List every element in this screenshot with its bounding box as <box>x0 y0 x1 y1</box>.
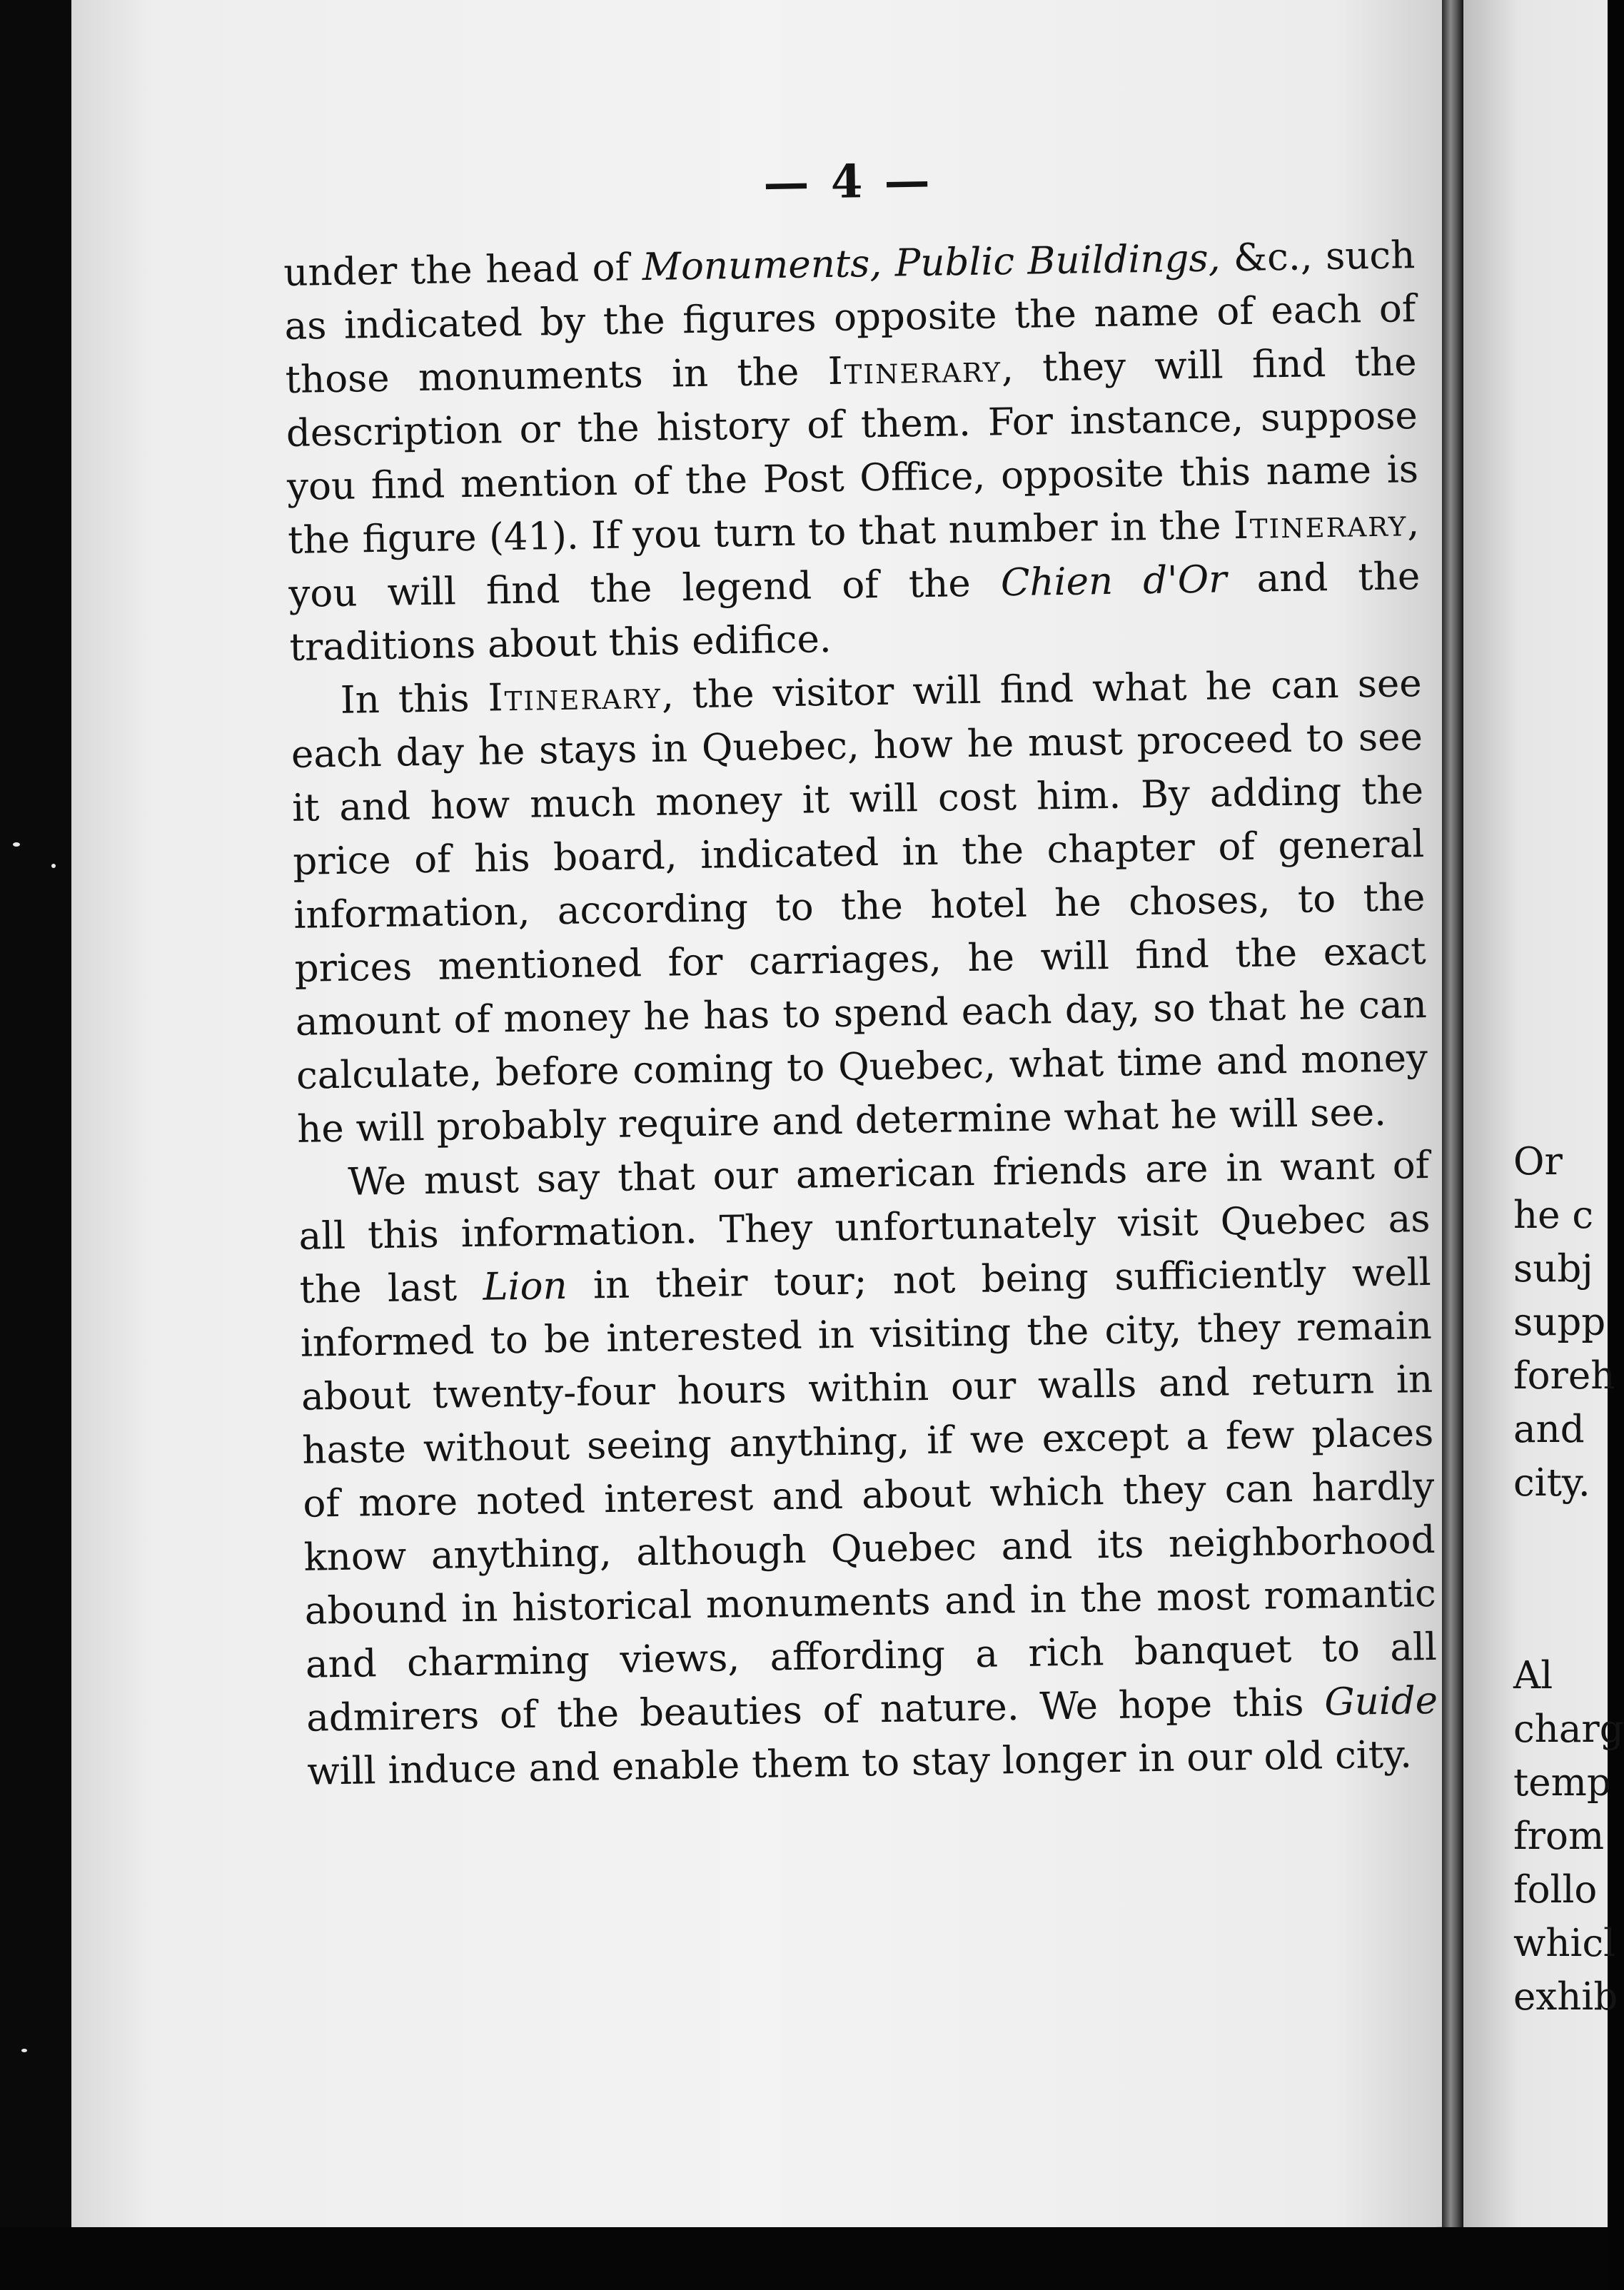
italic-text: Monuments, Public Buildings, <box>642 236 1221 290</box>
small-caps-text: Itinerary <box>488 673 662 720</box>
italic-text: Lion <box>482 1263 568 1309</box>
facing-line: Or <box>1513 1140 1563 1184</box>
facing-line: foreh <box>1513 1354 1615 1398</box>
facing-line: exhib <box>1513 1975 1618 2019</box>
facing-line: and <box>1513 1408 1585 1451</box>
text-run: will induce and enable them to stay longer in our old city. <box>306 1732 1413 1794</box>
text-run: , you will find the legend of the <box>288 501 1420 616</box>
scan-bottom-edge <box>0 2227 1608 2290</box>
facing-line: Al <box>1513 1654 1553 1698</box>
facing-line: temp <box>1513 1761 1611 1805</box>
text-run: under the head of <box>283 246 643 295</box>
paragraph <box>283 228 1421 675</box>
facing-line: from <box>1513 1815 1605 1858</box>
page-number: — 4 — <box>762 153 934 211</box>
facing-page-fragment-2 <box>1513 1649 1624 2024</box>
facing-line: city. <box>1513 1461 1590 1505</box>
facing-line: follo <box>1513 1868 1598 1912</box>
facing-page-fragment-1 <box>1513 1135 1613 1510</box>
facing-line: whicl <box>1513 1922 1616 1965</box>
paragraph <box>290 657 1428 1156</box>
text-run: We must say that our american friends are in want of all this information. They unfortunately visit Quebec as the last <box>298 1143 1431 1312</box>
italic-text: Chien d'Or <box>1000 558 1227 605</box>
small-caps-text: Itinerary <box>1233 501 1408 548</box>
page-text-block <box>282 146 1439 1799</box>
small-caps-text: Itinerary <box>827 347 1002 394</box>
book-gutter <box>1442 0 1463 2290</box>
facing-line: subj <box>1513 1247 1593 1291</box>
text-run: In this <box>340 676 489 722</box>
facing-line: charg <box>1513 1708 1624 1751</box>
dust-speck <box>13 842 20 847</box>
text-run: and the traditions about this edifice. <box>289 555 1421 670</box>
text-run: &c., such as indicated by the figures opposite the name of each of those monuments in the <box>284 233 1416 402</box>
text-run: in their tour; not being sufficiently well informed to be interested in visiting the city, they remain about twenty-four hours within our walls and return in haste without seeing anything, if we except a few places of more noted interest and about which they can hardly know anything, although Quebec and its neighborhood abound in historical monuments and in the most romantic and charming views, affording a rich banquet to all admirers of the beauties of nature. We hope this <box>300 1250 1438 1740</box>
dust-speck <box>51 864 56 868</box>
text-run: , they will find the description or the history of them. For instance, suppose you find mention of the Post Office, opposite this name is the figure (41). If you turn to that number in the <box>286 341 1419 563</box>
paragraph <box>298 1139 1439 1799</box>
dust-speck <box>21 2049 27 2052</box>
italic-text: Guide <box>1323 1678 1438 1725</box>
facing-line: supp <box>1513 1301 1606 1344</box>
text-run: , the visitor will find what he can see each day he stays in Quebec, how he must proceed to see it and how much money it will cost him. By adding the price of his board, indicated in the chapter of general information, according to the hotel he choses, to the prices mentioned for carriages, he will find the exact amount of money he has to spend each day, so that he can calculate, before coming to Quebec, what time and money he will probably require and determine what he will see. <box>291 662 1428 1151</box>
facing-line: he c <box>1513 1194 1594 1237</box>
